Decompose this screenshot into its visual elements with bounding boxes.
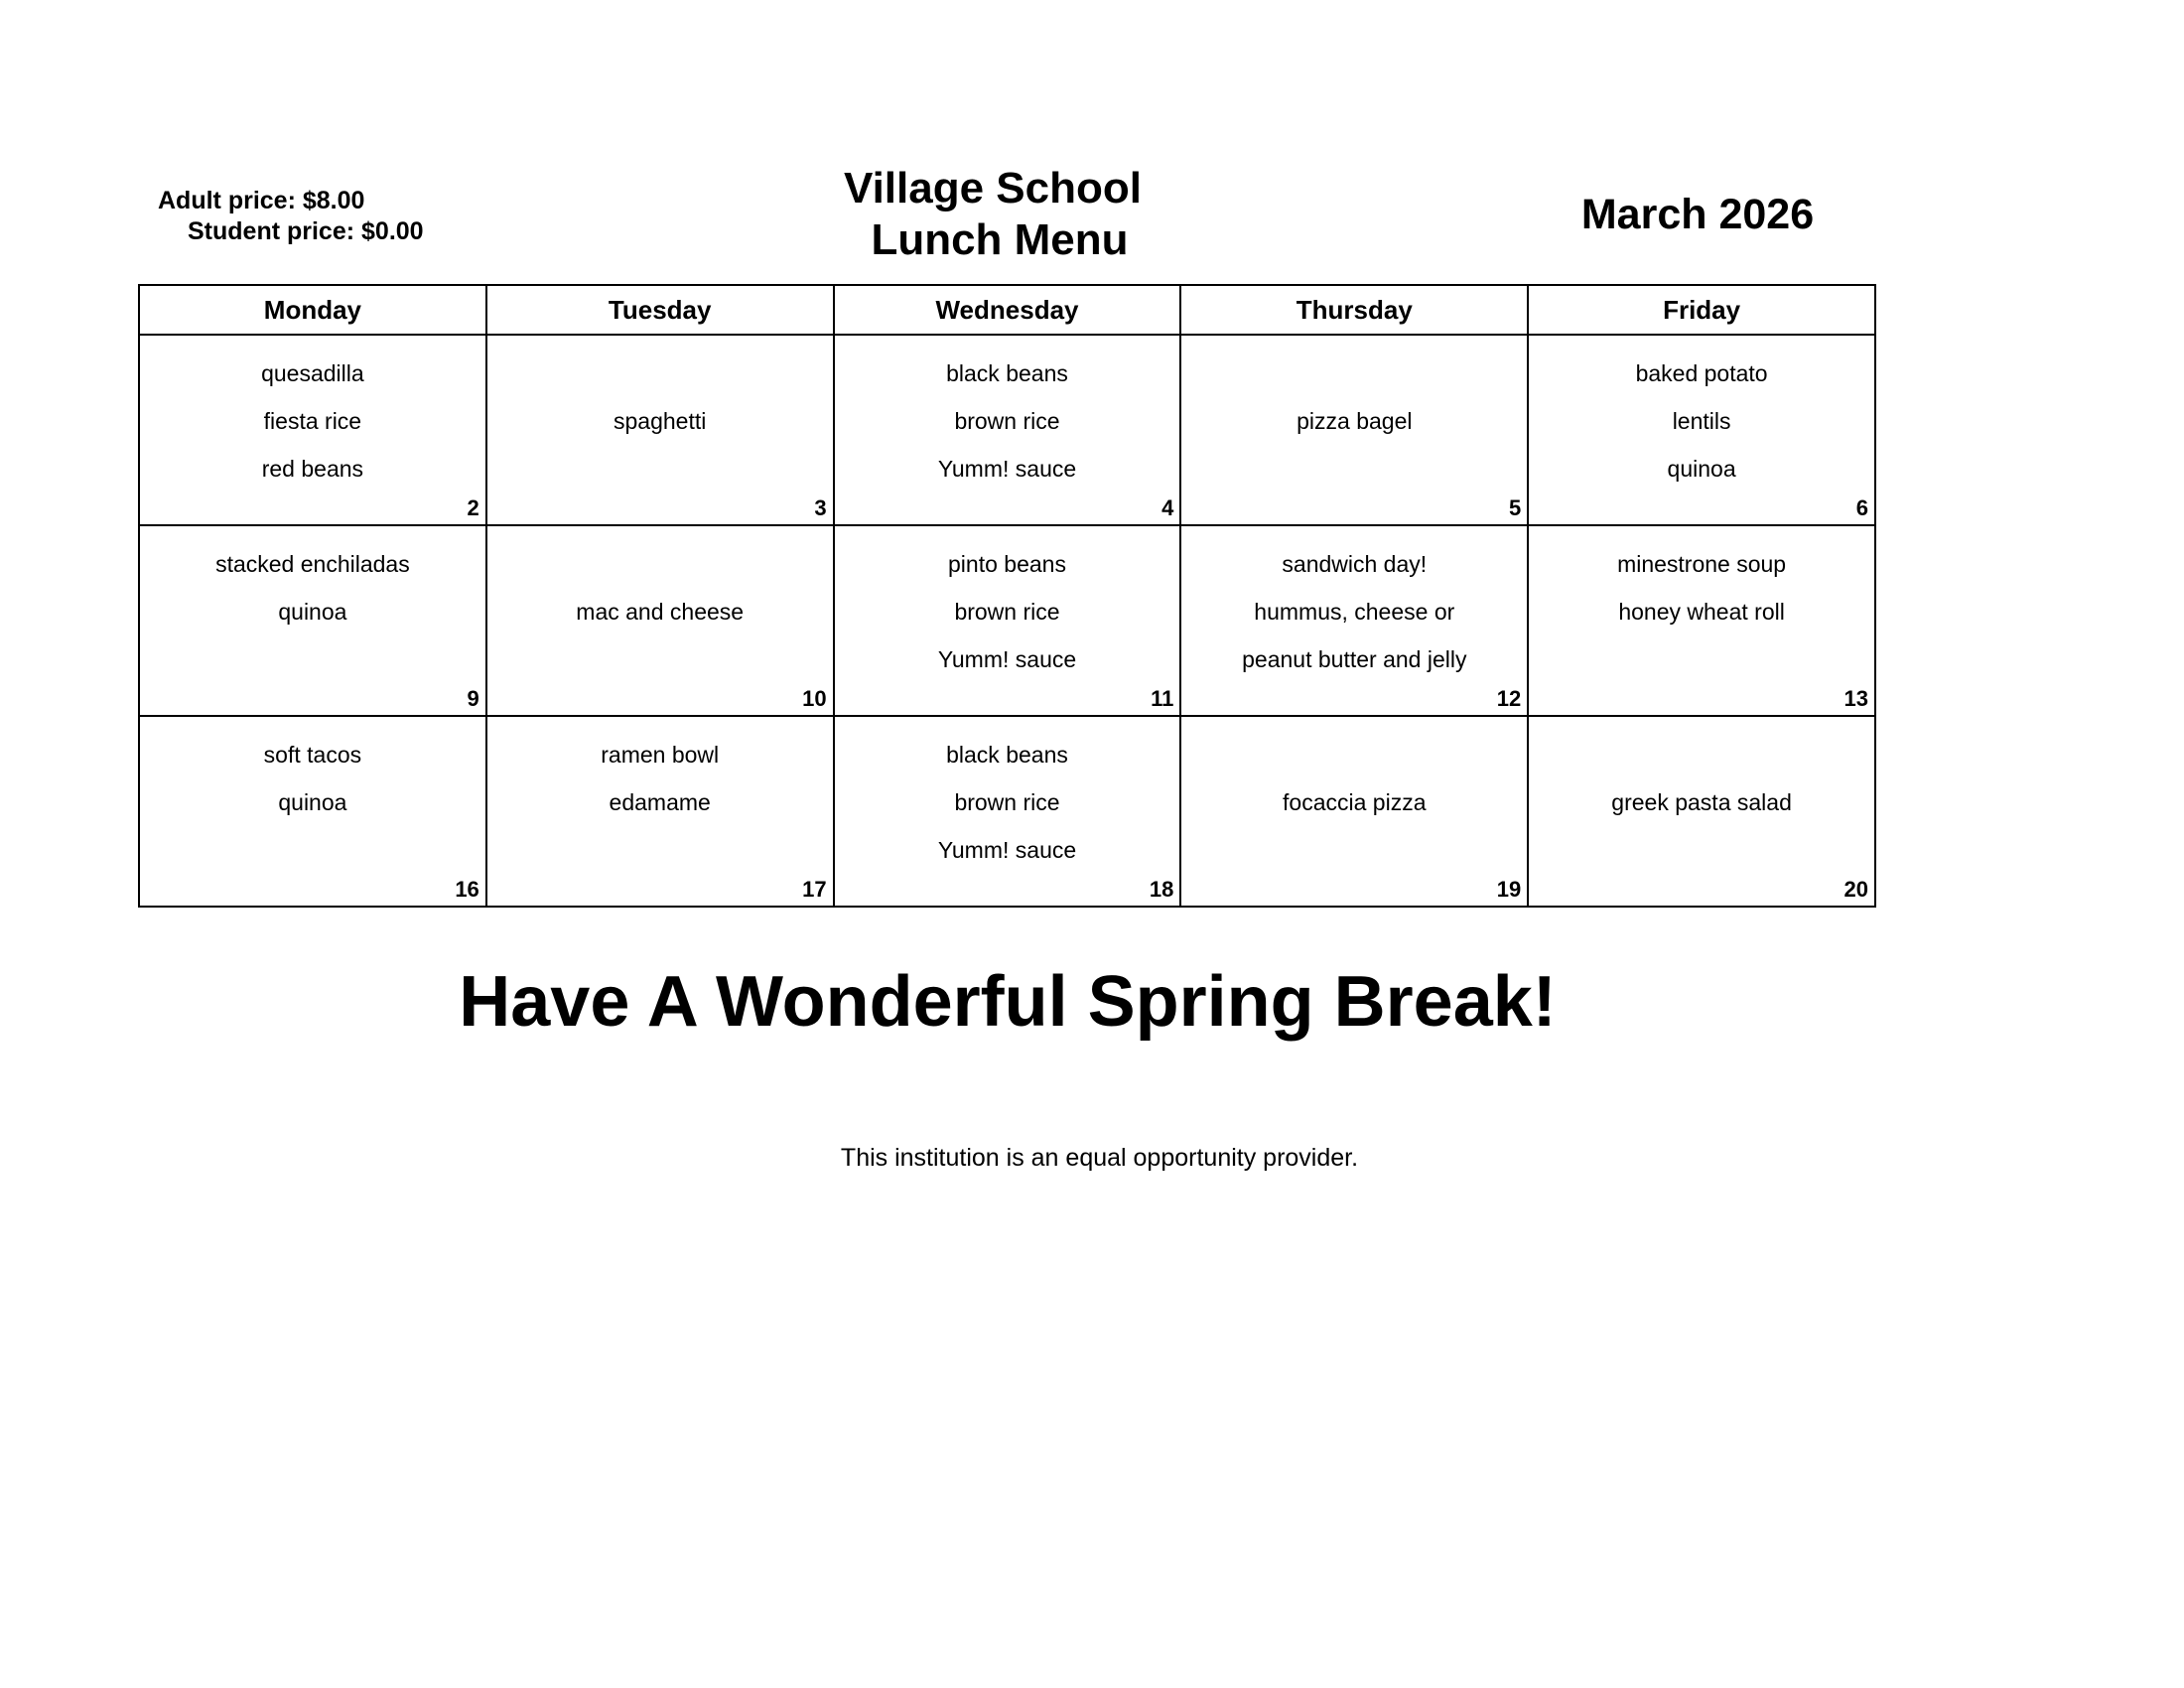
week-row bbox=[139, 716, 1875, 907]
day-cell bbox=[486, 525, 834, 716]
day-number: 19 bbox=[1496, 877, 1522, 902]
menu-item: black beans bbox=[946, 360, 1068, 386]
day-cell bbox=[1528, 525, 1875, 716]
day-number: 11 bbox=[1151, 686, 1174, 711]
menu-item bbox=[140, 826, 485, 874]
menu-item bbox=[1529, 826, 1874, 874]
menu-item: honey wheat roll bbox=[1618, 599, 1785, 625]
day-cell bbox=[139, 335, 486, 525]
menu-item bbox=[1181, 350, 1527, 397]
day-cell bbox=[1180, 525, 1528, 716]
menu-item: focaccia pizza bbox=[1283, 789, 1427, 815]
month-label: March 2026 bbox=[1580, 191, 1815, 238]
day-number: 9 bbox=[467, 686, 479, 711]
menu-item: lentils bbox=[1672, 408, 1731, 434]
menu-item: quinoa bbox=[278, 599, 347, 625]
column-header-wednesday: Wednesday bbox=[834, 285, 1181, 335]
menu-item: greek pasta salad bbox=[1611, 789, 1792, 815]
menu-item: spaghetti bbox=[614, 408, 707, 434]
menu-item: red beans bbox=[261, 456, 364, 482]
day-number: 10 bbox=[802, 686, 827, 711]
day-number: 18 bbox=[1149, 877, 1174, 902]
column-header-tuesday: Tuesday bbox=[486, 285, 834, 335]
day-cell bbox=[834, 525, 1181, 716]
title-line-1: Village School bbox=[844, 164, 1142, 212]
day-cell bbox=[1180, 716, 1528, 907]
lunch-menu-table bbox=[138, 284, 1876, 908]
menu-item bbox=[1181, 826, 1527, 874]
day-cell bbox=[486, 335, 834, 525]
menu-item: quinoa bbox=[1667, 456, 1736, 482]
menu-item bbox=[487, 540, 833, 588]
day-number: 2 bbox=[467, 495, 479, 520]
day-cell bbox=[139, 716, 486, 907]
menu-item: quinoa bbox=[278, 789, 347, 815]
day-cell bbox=[486, 716, 834, 907]
day-number: 17 bbox=[802, 877, 827, 902]
title-line-2: Lunch Menu bbox=[871, 215, 1129, 264]
menu-item: mac and cheese bbox=[576, 599, 745, 625]
day-cell bbox=[834, 716, 1181, 907]
menu-item bbox=[487, 445, 833, 492]
menu-item: ramen bowl bbox=[601, 742, 720, 768]
menu-item: fiesta rice bbox=[263, 408, 362, 434]
day-cell bbox=[1180, 335, 1528, 525]
menu-item: pizza bagel bbox=[1297, 408, 1413, 434]
page-title bbox=[695, 163, 1291, 266]
week-row bbox=[139, 335, 1875, 525]
menu-item: Yumm! sauce bbox=[937, 837, 1077, 863]
equal-opportunity-statement: This institution is an equal opportunity provider. bbox=[840, 1144, 1359, 1172]
menu-item: Yumm! sauce bbox=[937, 646, 1077, 672]
day-number: 12 bbox=[1496, 686, 1522, 711]
menu-item: baked potato bbox=[1635, 360, 1768, 386]
column-header-monday: Monday bbox=[139, 285, 486, 335]
day-cell bbox=[834, 335, 1181, 525]
menu-item: soft tacos bbox=[263, 742, 362, 768]
day-number: 3 bbox=[814, 495, 827, 520]
day-number: 16 bbox=[455, 877, 479, 902]
menu-item: hummus, cheese or bbox=[1254, 599, 1455, 625]
menu-item: pinto beans bbox=[948, 551, 1066, 577]
day-cell bbox=[139, 525, 486, 716]
day-cell bbox=[1528, 716, 1875, 907]
menu-item bbox=[487, 826, 833, 874]
header-row bbox=[139, 285, 1875, 335]
student-price: Student price: $0.00 bbox=[188, 217, 424, 245]
adult-price: Adult price: $8.00 bbox=[158, 187, 365, 214]
menu-item: peanut butter and jelly bbox=[1242, 646, 1467, 672]
menu-item: brown rice bbox=[954, 789, 1060, 815]
column-header-friday: Friday bbox=[1528, 285, 1875, 335]
menu-item bbox=[1529, 731, 1874, 778]
menu-item: minestrone soup bbox=[1617, 551, 1787, 577]
day-number: 4 bbox=[1161, 495, 1174, 520]
menu-item bbox=[487, 635, 833, 683]
spring-break-banner: Have A Wonderful Spring Break! bbox=[459, 962, 1557, 1042]
menu-item bbox=[140, 635, 485, 683]
menu-item: edamame bbox=[609, 789, 711, 815]
menu-item: brown rice bbox=[954, 599, 1060, 625]
menu-item: brown rice bbox=[954, 408, 1060, 434]
menu-item: black beans bbox=[946, 742, 1068, 768]
menu-item bbox=[487, 350, 833, 397]
day-number: 13 bbox=[1843, 686, 1868, 711]
menu-item: quesadilla bbox=[261, 360, 364, 386]
day-number: 20 bbox=[1843, 877, 1868, 902]
day-number: 5 bbox=[1508, 495, 1522, 520]
menu-item: Yumm! sauce bbox=[937, 456, 1077, 482]
day-cell bbox=[1528, 335, 1875, 525]
menu-item bbox=[1181, 445, 1527, 492]
menu-item bbox=[1529, 635, 1874, 683]
week-row bbox=[139, 525, 1875, 716]
menu-item bbox=[1181, 731, 1527, 778]
column-header-thursday: Thursday bbox=[1180, 285, 1528, 335]
menu-item: sandwich day! bbox=[1282, 551, 1428, 577]
day-number: 6 bbox=[1855, 495, 1868, 520]
menu-item: stacked enchiladas bbox=[215, 551, 410, 577]
price-info bbox=[158, 186, 424, 247]
